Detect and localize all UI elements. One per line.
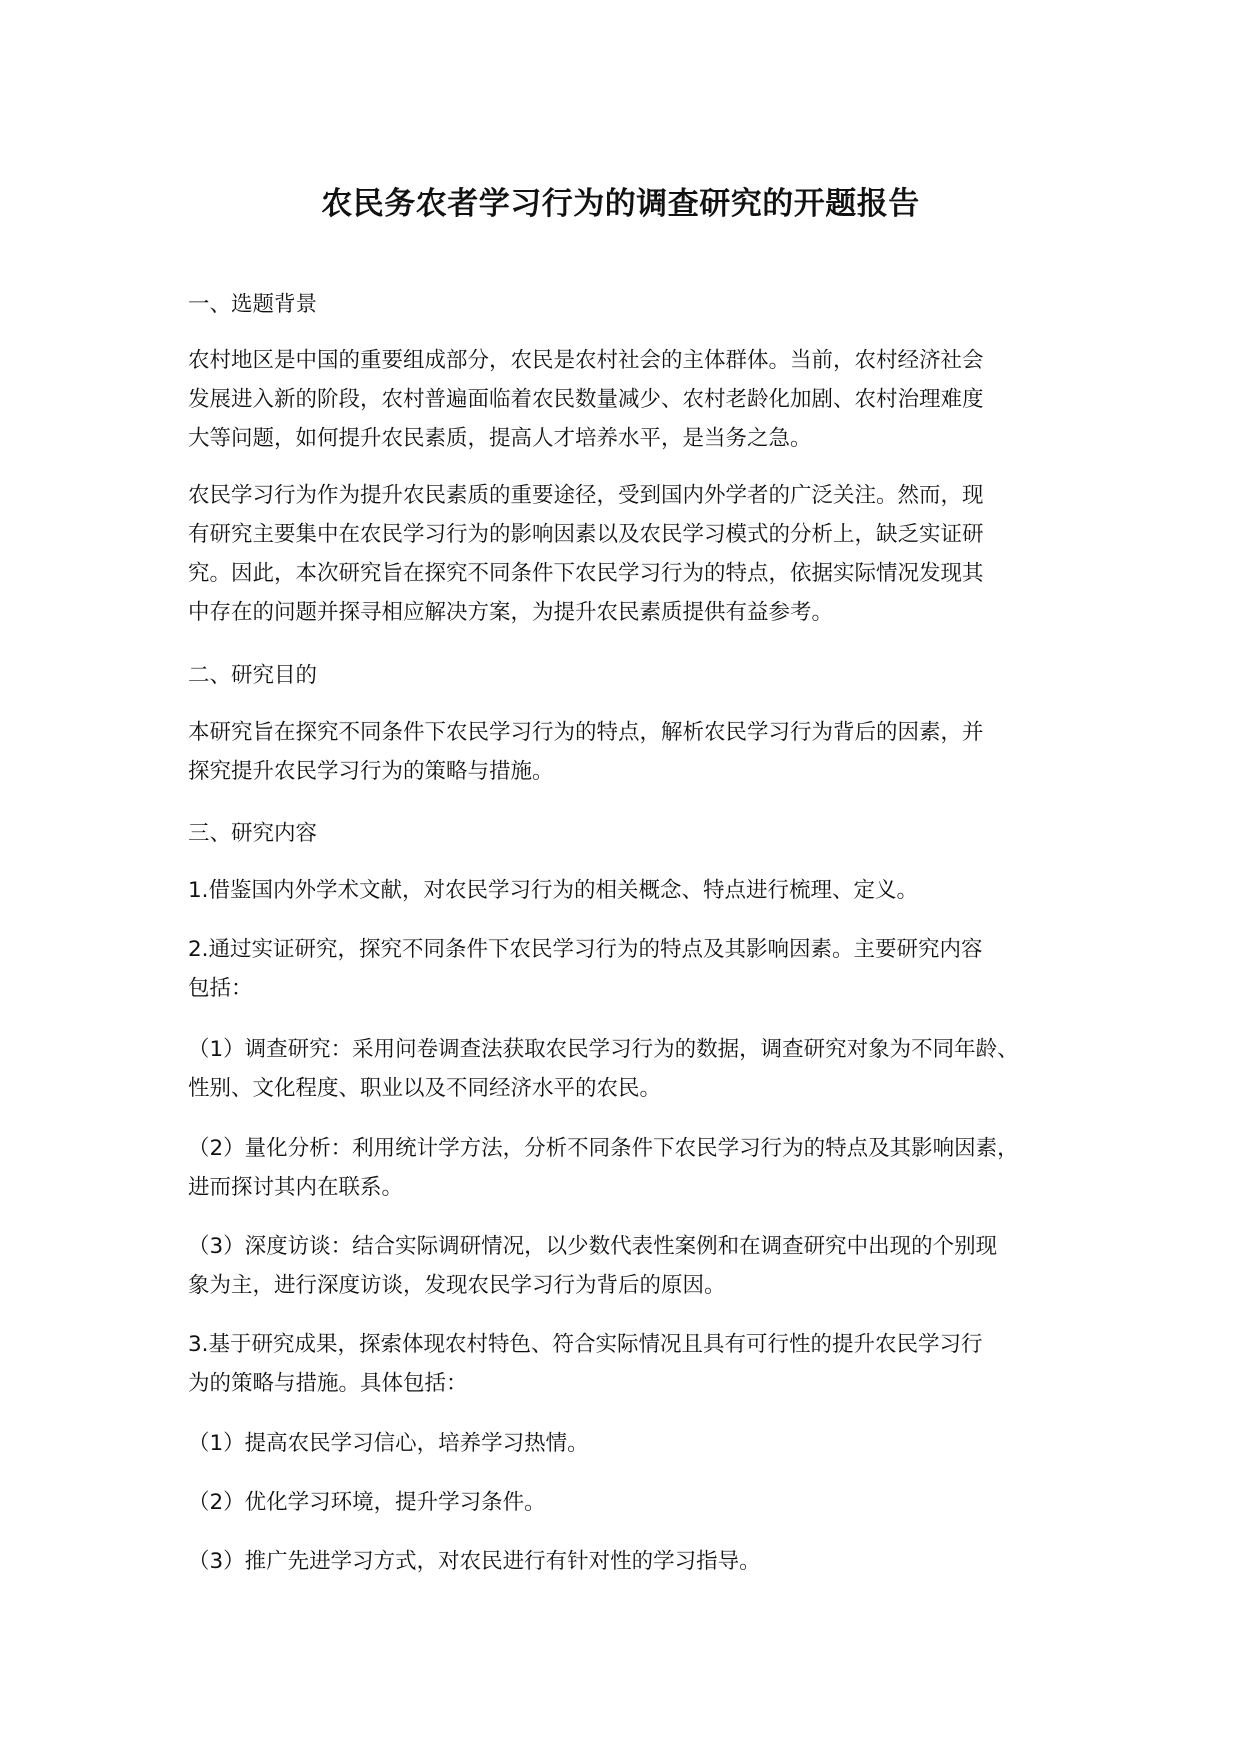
paragraph-line: 2.通过实证研究，探究不同条件下农民学习行为的特点及其影响因素。主要研究内容	[188, 937, 983, 962]
paragraph-line: 1.借鉴国内外学术文献，对农民学习行为的相关概念、特点进行梳理、定义。	[188, 878, 919, 903]
paragraph-line: 农民学习行为作为提升农民素质的重要途径，受到国内外学者的广泛关注。然而，现	[188, 483, 984, 508]
background-paragraph-1	[188, 341, 1088, 458]
paragraph-line: 发展进入新的阶段，农村普遍面临着农民数量减少、农村老龄化加剧、农村治理难度	[188, 387, 984, 412]
content-item-3-3	[188, 1542, 1088, 1581]
paragraph-line: （1）调查研究：采用问卷调查法获取农民学习行为的数据，调查研究对象为不同年龄、	[188, 1037, 1019, 1062]
paragraph-line: （3）深度访谈：结合实际调研情况，以少数代表性案例和在调查研究中出现的个别现	[188, 1234, 998, 1259]
content-item-2	[188, 930, 1088, 1008]
paragraph-line: 为的策略与措施。具体包括：	[188, 1371, 468, 1396]
content-item-3-1	[188, 1424, 1088, 1463]
paragraph-line: 包括：	[188, 976, 253, 1001]
paragraph-line: 中存在的问题并探寻相应解决方案，为提升农民素质提供有益参考。	[188, 600, 834, 625]
background-paragraph-2	[188, 476, 1088, 632]
content-item-2-3	[188, 1227, 1088, 1305]
content-item-2-2	[188, 1129, 1088, 1207]
section-heading-purpose: 二、研究目的	[188, 663, 318, 688]
paragraph-line: 农村地区是中国的重要组成部分，农民是农村社会的主体群体。当前，农村经济社会	[188, 348, 984, 373]
content-item-3-2	[188, 1483, 1088, 1522]
paragraph-line: 大等问题，如何提升农民素质，提高人才培养水平，是当务之急。	[188, 426, 812, 451]
paragraph-line: （1）提高农民学习信心，培养学习热情。	[188, 1431, 589, 1456]
section-heading-content: 三、研究内容	[188, 821, 318, 846]
paragraph-line: 进而探讨其内在联系。	[188, 1175, 404, 1200]
paragraph-line: 本研究旨在探究不同条件下农民学习行为的特点，解析农民学习行为背后的因素，并	[188, 720, 984, 745]
paragraph-line: （2）量化分析：利用统计学方法，分析不同条件下农民学习行为的特点及其影响因素，	[188, 1136, 1019, 1161]
paragraph-line: 性别、文化程度、职业以及不同经济水平的农民。	[188, 1076, 662, 1101]
paragraph-line: 探究提升农民学习行为的策略与措施。	[188, 759, 554, 784]
purpose-paragraph	[188, 713, 1088, 791]
content-item-2-1	[188, 1030, 1088, 1108]
content-item-3	[188, 1325, 1088, 1403]
document-title: 农民务农者学习行为的调查研究的开题报告	[321, 186, 920, 222]
section-heading-background: 一、选题背景	[188, 292, 318, 317]
content-item-1	[188, 871, 1088, 910]
paragraph-line: 象为主，进行深度访谈，发现农民学习行为背后的原因。	[188, 1273, 726, 1298]
paragraph-line: （3）推广先进学习方式，对农民进行有针对性的学习指导。	[188, 1549, 761, 1574]
paragraph-line: 有研究主要集中在农民学习行为的影响因素以及农民学习模式的分析上，缺乏实证研	[188, 522, 984, 547]
paragraph-line: 究。因此，本次研究旨在探究不同条件下农民学习行为的特点，依据实际情况发现其	[188, 561, 984, 586]
paragraph-line: （2）优化学习环境，提升学习条件。	[188, 1490, 546, 1515]
paragraph-line: 3.基于研究成果，探索体现农村特色、符合实际情况且具有可行性的提升农民学习行	[188, 1332, 983, 1357]
